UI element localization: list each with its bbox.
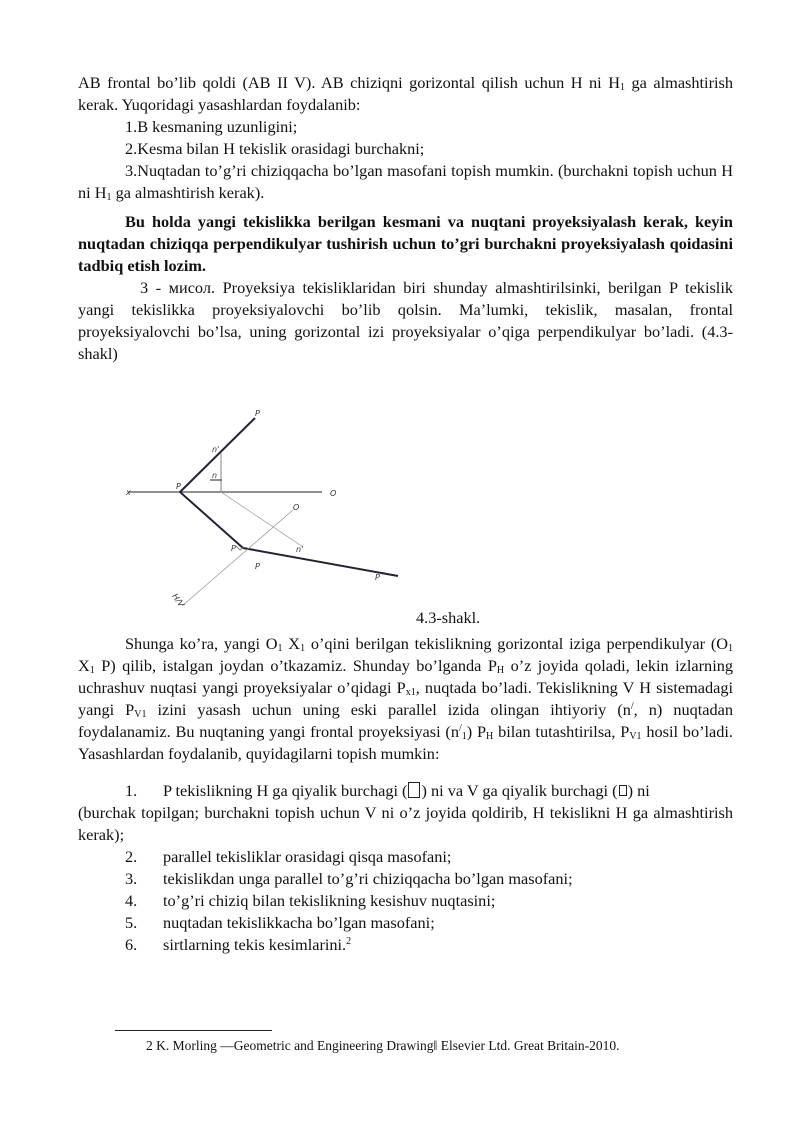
subscript: x1 <box>405 687 416 699</box>
list-item <box>78 890 733 912</box>
list-text <box>163 934 733 956</box>
text: ga almashtirish kerak). <box>111 183 265 203</box>
text: 3.Nuqtadan to’g’ri chiziqqacha bo’lgan masofani topish mumkin. (burchakni topish uchun H ni H <box>78 161 733 203</box>
superscript: / <box>458 723 462 735</box>
text: izini yasash uchun uning eski parallel izida olingan ihtiyoriy (n <box>146 700 631 720</box>
label-px1: P <box>231 544 236 553</box>
page-body <box>78 72 733 365</box>
list-item <box>78 934 733 956</box>
subscript: 1 <box>277 643 283 654</box>
list-item: 1.B kesmaning uzunligini; <box>125 117 298 137</box>
list-item <box>78 160 733 204</box>
label-h-v1: H/V <box>170 591 186 609</box>
label-o1: O <box>293 503 300 512</box>
text: ) ni <box>627 780 650 800</box>
subscript: V1 <box>134 709 147 721</box>
list-number: 4. <box>125 891 138 911</box>
label-n: n <box>212 471 218 480</box>
missing-glyph-box-icon <box>619 785 627 796</box>
paragraph-intro <box>78 72 733 116</box>
label-o: O <box>330 489 337 498</box>
figure-4-3 <box>110 400 420 618</box>
label-n1: n' <box>296 545 304 554</box>
text: ga almashtirish kerak. Yuqoridagi yasashlardan foydalanib: <box>78 73 733 115</box>
list-item <box>78 846 733 868</box>
text: , nuqtada bo’ladi. Tekislikning V H sistemadagi yangi P <box>78 678 733 720</box>
text: P) qilib, istalgan joydan o’tkazamiz. Shunday bo’lganda P <box>94 656 497 676</box>
new-axis-line <box>182 510 293 606</box>
numbered-list <box>78 780 733 957</box>
label-ph: P <box>255 562 260 571</box>
label-pv: P <box>255 409 260 418</box>
superscript: / <box>630 701 634 713</box>
label-pv1: P <box>375 573 380 582</box>
text: X <box>282 634 301 653</box>
footnote-separator <box>115 1030 272 1031</box>
label-x: x <box>126 488 131 497</box>
label-n-prime: n' <box>212 445 220 454</box>
list-item <box>78 780 733 802</box>
list-number: 2. <box>125 846 138 866</box>
text: hosil bo’ladi. Yasashlardan foydalanib, quyidagilarni topish mumkin: <box>78 722 733 764</box>
text: P tekislikning H ga qiyalik burchagi ( <box>163 780 408 800</box>
text: AB frontal bo’lib qoldi (AB II V). AB chiziqni gorizontal qilish uchun H ni H <box>78 73 620 92</box>
text: o’z joyida qoladi, lekin izlarning uchrashuv nuqtasi yangi proyeksiyalar o’qidagi P <box>78 656 733 698</box>
example-paragraph: 3 - мисол. Proyeksiya tekisliklaridan biri shunday almashtirilsinki, berilgan P tekislik yangi tekislikka proyeksiyalovchi bo’lib qolsin. Ma’lumki, tekislik, masalan, frontal proyeksiyalovchi bo’lsa, uning gorizontal izi proyeksiyalar o’qiga perpendikulyar bo’ladi. (4.3-shakl) <box>78 277 733 364</box>
list-text: nuqtadan tekislikkacha bo’lgan masofani; <box>163 913 435 933</box>
text: ) ni va V ga qiyalik burchagi ( <box>421 780 618 800</box>
text: o’qini berilgan tekislikning gorizontal iziga perpendikulyar (O <box>305 634 729 653</box>
footnote: 2 K. Morling ―Geometric and Engineering Drawing‖ Elsevier Ltd. Great Britain-2010. <box>146 1038 620 1053</box>
bold-paragraph: Bu holda yangi tekislikka berilgan kesmani va nuqtani proyeksiyalash kerak, keyin nuqtadan chiziqqa perpendikulyar tushirish uchun to’gri burchakni proyeksiyalash qoidasini tadbiq etish lozim. <box>78 211 733 275</box>
list-text: to’g’ri chiziq bilan tekislikning kesishuv nuqtasini; <box>163 891 496 911</box>
text: ) P <box>466 722 487 742</box>
list-text <box>163 780 733 802</box>
list-number: 3. <box>125 868 138 888</box>
pv1-trace-line <box>243 548 398 576</box>
text: bilan tutashtirilsa, P <box>493 722 630 742</box>
list-item <box>78 912 733 934</box>
subscript: 1 <box>461 731 467 743</box>
list-item <box>78 868 733 890</box>
figure-caption: 4.3-shakl. <box>416 608 481 627</box>
text: Shunga ko’ra, yangi O <box>125 634 278 653</box>
list-item-continuation: (burchak topilgan; burchakni topish uchun V ni o’z joyida qoldirib, H tekislikni H ga almashtirish kerak); <box>78 802 733 844</box>
subscript: H <box>496 665 505 677</box>
list-text: tekislikdan unga parallel to’g’ri chiziqqacha bo’lgan masofani; <box>163 868 573 888</box>
label-px: P <box>176 482 181 491</box>
subscript: V1 <box>629 731 642 743</box>
pv-trace-line <box>180 418 255 492</box>
list-number: 1. <box>125 780 138 800</box>
body-continued <box>78 633 733 956</box>
footnote-marker[interactable]: 2 <box>346 936 352 948</box>
paragraph-explanation <box>78 633 733 766</box>
subscript: 1 <box>300 643 306 654</box>
list-item: 2.Kesma bilan H tekislik orasidagi burchakni; <box>125 139 425 159</box>
subscript: 1 <box>619 82 625 93</box>
subscript: 1 <box>106 192 112 204</box>
list-number: 6. <box>125 935 138 955</box>
text: sirtlarning tekis kesimlarini. <box>163 935 347 955</box>
subscript: 1 <box>89 665 95 677</box>
list-text: parallel tekisliklar orasidagi qisqa masofani; <box>163 846 452 866</box>
subscript: 1 <box>728 643 734 654</box>
text: X <box>78 656 90 676</box>
missing-glyph-box-icon <box>408 782 420 798</box>
text: , n) nuqtadan foydalanamiz. Bu nuqtaning yangi frontal proyeksiyasi (n <box>78 700 733 742</box>
list-number: 5. <box>125 913 138 933</box>
subscript: H <box>486 731 494 743</box>
